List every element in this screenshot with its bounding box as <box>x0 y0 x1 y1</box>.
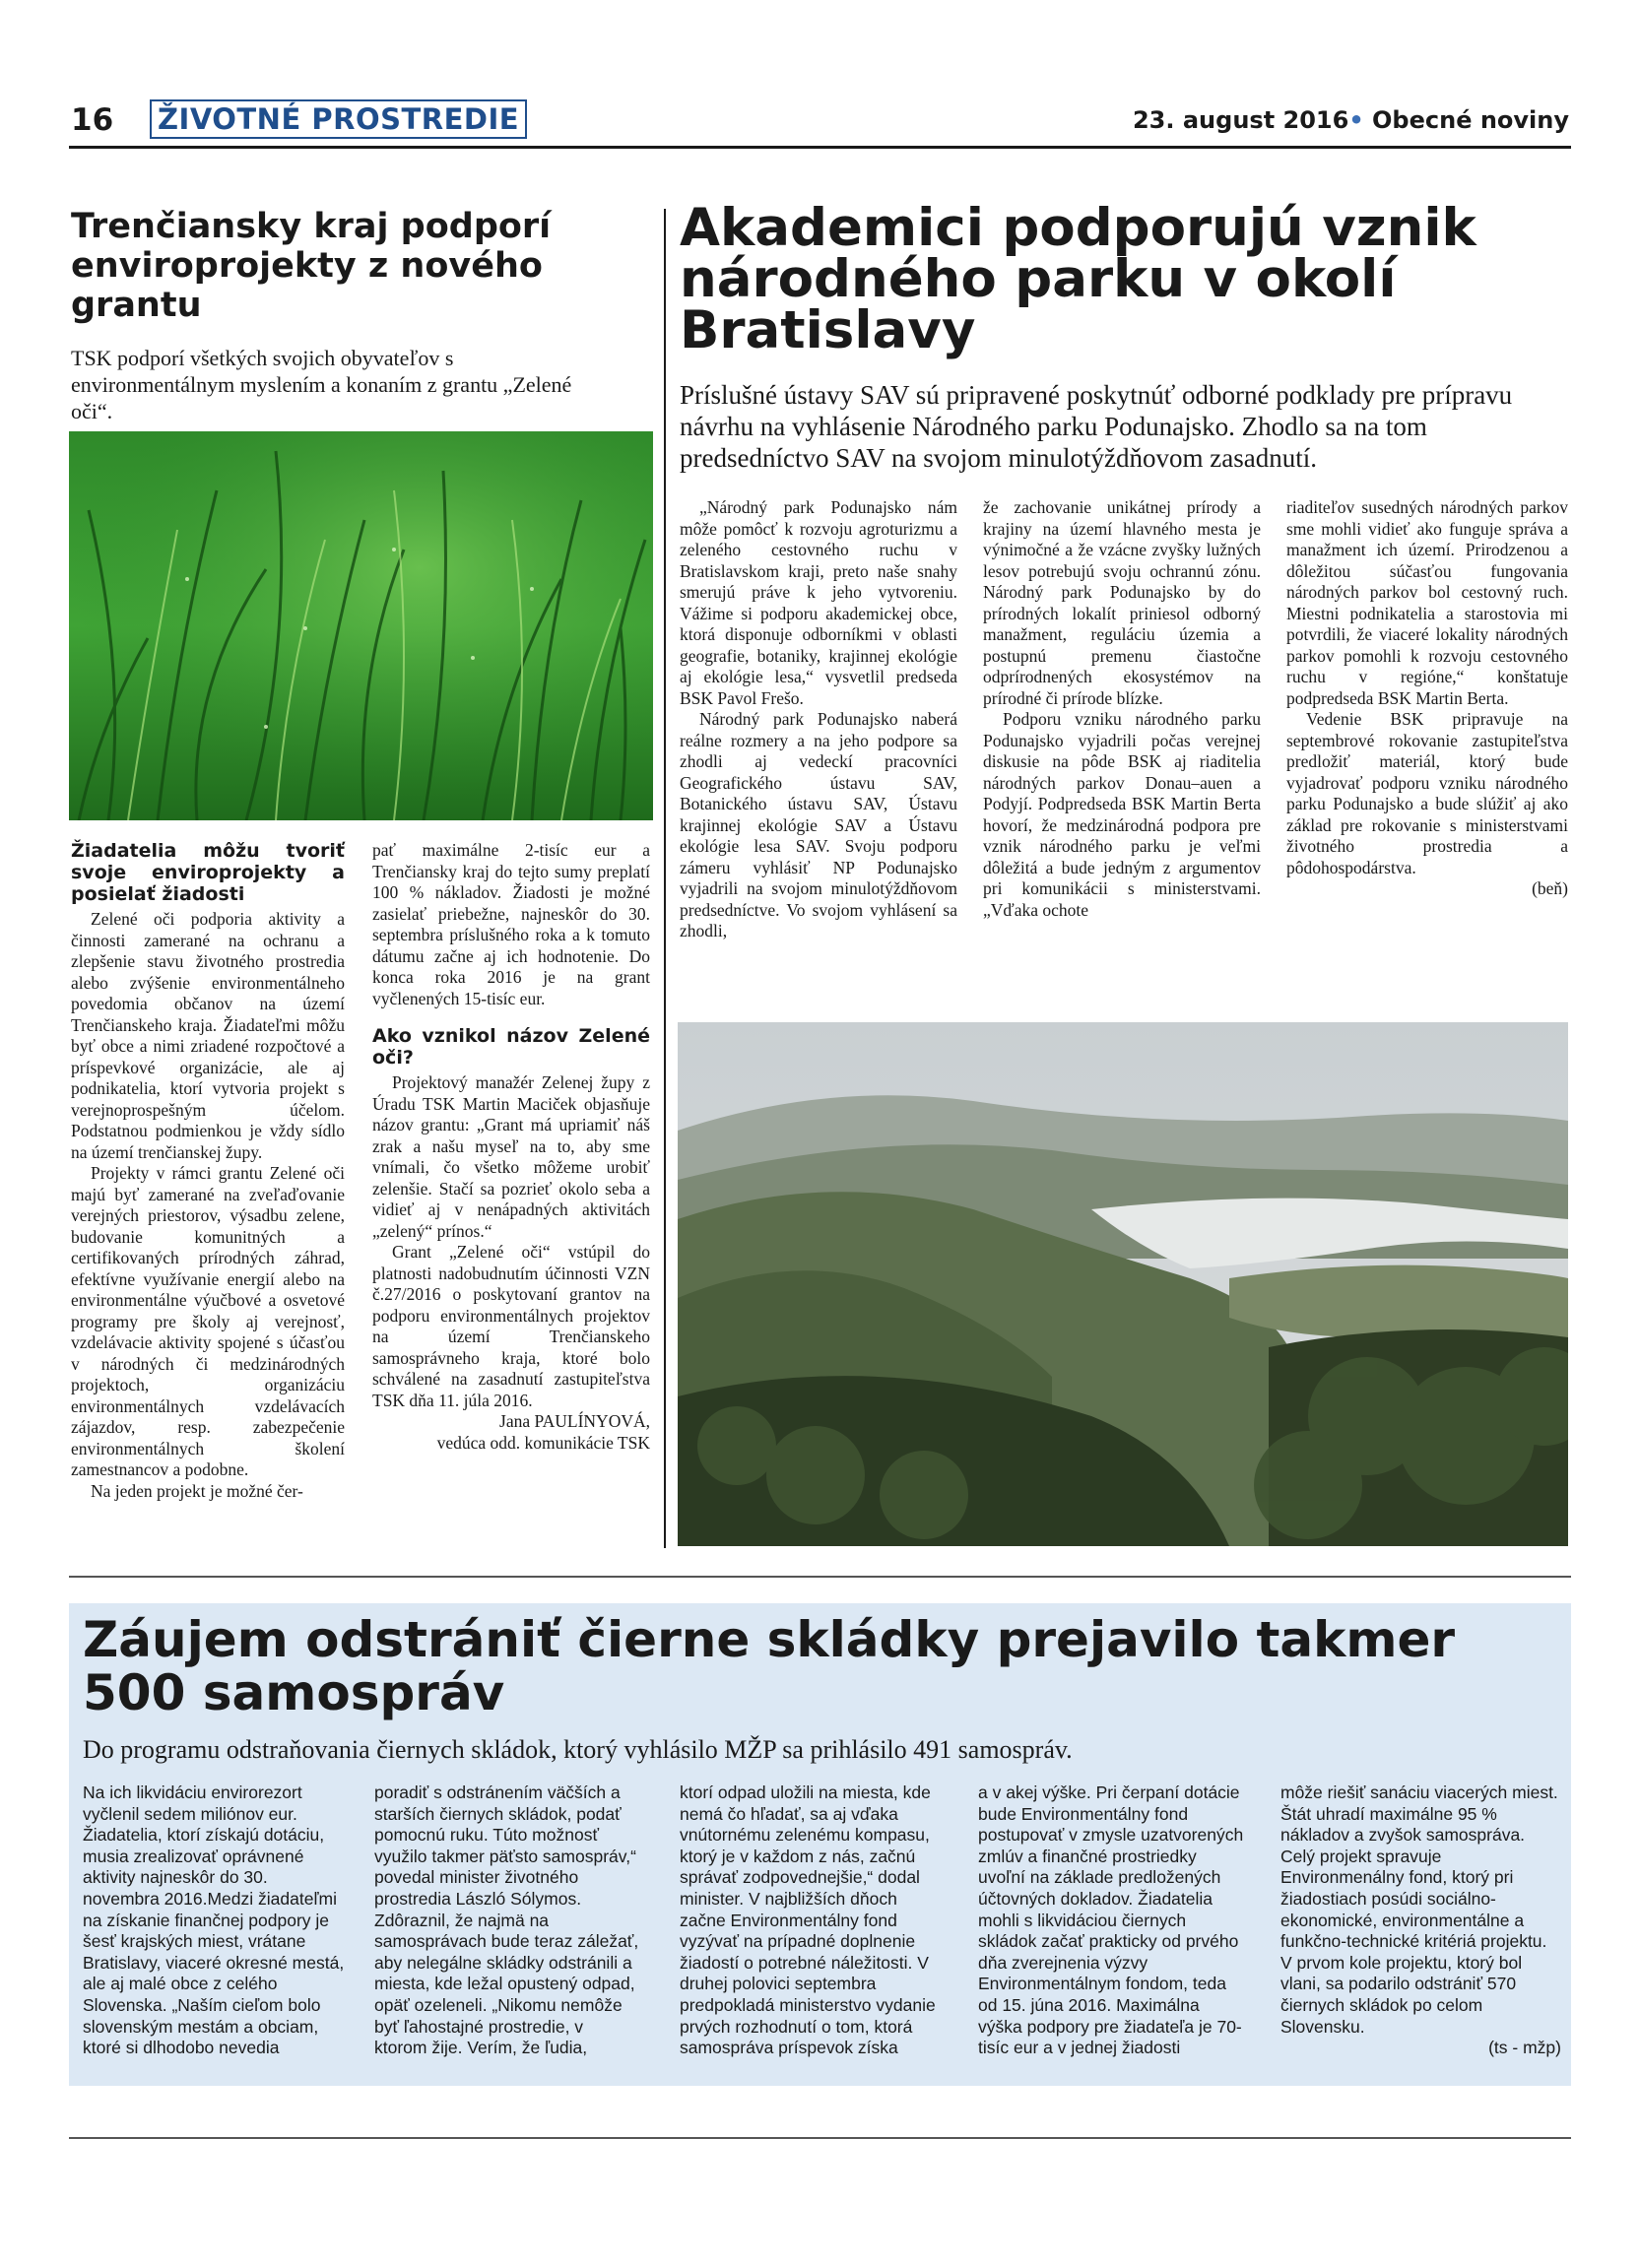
paragraph: Zelené oči podporia aktivity a činnosti zamerané na ochranu a zlepšenie stavu životného prostredia alebo zvýšenie environmentálneho povedomia občanov na území Trenčianskeho kraja. Žiadateľmi môžu byť obce a nimi zriadené rozpočtové a príspevkové organizácie, ale aj podnikatelia, ktorí vytvoria projekt s verejnoprospešným účelom. Podstatnou podmienkou je vždy sídlo na území trenčianskej župy. <box>71 909 345 1162</box>
column-divider <box>664 209 666 1548</box>
right-headline: Akademici podporujú vznik národného parku v okolí Bratislavy <box>680 198 1476 360</box>
right-dek: Príslušné ústavy SAV sú pripravené poskytnúť odborné podklady pre prípravu návrhu na vyhlásenie Národného parku Podunajsko. Zhodlo sa na tom predsedníctvo SAV na svojom minulotýždňovom zasadnutí. <box>680 380 1513 473</box>
left-subhead-1: Žiadatelia môžu tvoriť svoje enviroprojekty a posielať žiadosti <box>71 840 345 905</box>
paper-name: Obecné noviny <box>1372 106 1569 134</box>
bottom-column-3 <box>680 1782 946 2059</box>
bottom-column-5 <box>1280 1782 1561 2059</box>
bottom-headline: Záujem odstrániť čierne skládky prejavilo takmer 500 samospráv <box>83 1611 1456 1721</box>
paragraph: a v akej výške. Pri čerpaní dotácie bude Environmentálny fond postupovať v zmysle uzatvorených zmlúv a finančné prostriedky uvoľní na základe predložených účtovných dokladov. Žiadatelia mohli s likvidáciou čiernych skládok začať prakticky od prvého dňa zverejnenia výzvy Environmentálnym fondom, teda od 15. júna 2016. Maximálna výška podpory pre žiadateľa je 70-tisíc eur a v jednej žiadosti <box>978 1782 1244 2058</box>
paragraph: môže riešiť sanáciu viacerých miest. Štát uhradí maximálne 95 % nákladov a zvyšok samospráva. Celý projekt spravuje Environmenálny fond, ktorý pri žiadostiach posúdi sociálno-ekonomické, environmentálne a funkčno-technické kritériá projektu. V prvom kole projektu, ktorý bol vlani, sa podarilo odstrániť 570 čiernych skládok po celom Slovensku. <box>1280 1782 1558 2037</box>
paragraph: poradiť s odstránením väčších a starších čiernych skládok, podať pomocnú ruku. Túto možnosť využilo takmer päťsto samospráv,“ povedal minister životného prostredia László Sólymos. Zdôraznil, že najmä na samosprávach bude teraz záležať, aby nelegálne skládky odstránili a miesta, kde ležal opustený odpad, opäť ozeleneli. „Nikomu nemôže byť ľahostajné prostredie, v ktorom žije. Verím, že ľudia, <box>374 1782 639 2058</box>
right-article-column-3 <box>1286 497 1568 900</box>
danube-landscape-photo <box>678 1022 1568 1546</box>
issue-info <box>1133 106 1569 134</box>
paragraph: Národný park Podunajsko naberá reálne rozmery a na jeho podpore sa zhodli aj vedeckí pracovníci Geografického ústavu SAV, Botanického ústavu SAV, Ústavu krajinnej ekológie SAV a Ústavu ekológie lesa SAV. Svoju podporu zámeru vyhlásiť NP Podunajsko vyjadrili na svojom minulotýždňovom predsedníctve. Vo svojom vyhlásení sa zhodli, <box>680 709 957 940</box>
left-headline: Trenčiansky kraj podporí enviroprojekty z nového grantu <box>71 207 552 325</box>
paragraph: Grant „Zelené oči“ vstúpil do platnosti nadobudnutím účinnosti VZN č.27/2016 o poskytovaní grantov na podporu environmentálnych projektov na území Trenčianskeho samosprávneho kraja, ktoré bolo schválené na zasadnutí zastupiteľstva TSK dňa 11. júla 2016. <box>372 1242 650 1410</box>
left-article-column-1 <box>71 840 345 1502</box>
left-subhead-2: Ako vznikol názov Zelené oči? <box>372 1025 650 1069</box>
right-article-column-1 <box>680 497 957 942</box>
bottom-column-4 <box>978 1782 1244 2059</box>
bullet: • <box>1348 106 1364 134</box>
left-dek: TSK podporí všetkých svojich obyvateľov s environmentálnym myslením a konaním z grantu „Zelené oči“. <box>71 346 572 423</box>
paragraph: Projekty v rámci grantu Zelené oči majú byť zamerané na zveľaďovanie verejných priestorov, výsadbu zelene, budovanie komunitných a certifikovaných prírodných záhrad, efektívne využívanie energií alebo na environmentálne výučbové a osvetové programy pre školy aj verejnosť, vzdelávacie aktivity spojené s účasťou v národných či medzinárodných projektoch, organizáciu environmentálnych vzdelávacích zájazdov, resp. zabezpečenie environmentálnych školení zamestnancov a podobne. <box>71 1163 345 1479</box>
page-number: 16 <box>71 102 114 138</box>
right-article-column-2 <box>983 497 1261 921</box>
paragraph: že zachovanie unikátnej prírody a krajiny na území hlavného mesta je výnimočné a že vzácne zvyšky lužných lesov potrebujú svoju ochrannú zónu. Národný park Podunajsko by do prírodných lokalít priniesol odborný manažment, reguláciu územia a postupnú premenu čiastočne odprírodnených ekosystémov na prírodné či prírode blízke. <box>983 497 1261 708</box>
paragraph: Podporu vzniku národného parku Podunajsko vyjadrili počas verejnej diskusie na pôde BSK aj riaditelia národných parkov Donau–auen a Podyjí. Podpredseda BSK Martin Berta hovorí, že medzinárodná podpora pre vznik národného parku je veľmi dôležitá a bude jedným z argumentov pri komunikácii s ministerstvami. „Vďaka ochote <box>983 709 1261 920</box>
paragraph: Na ich likvidáciu envirorezort vyčlenil sedem miliónov eur. Žiadatelia, ktorí získajú dotáciu, musia zrealizovať oprávnené aktivity najneskôr do 30. novembra 2016.Medzi žiadateľmi na získanie finančnej podpory je šesť krajských miest, vrátane Bratislavy, viaceré okresné mestá, ale aj malé obce z celého Slovenska. „Naším cieľom bolo slovenským mestám a obciam, ktoré si dlhodobo nevedia <box>83 1782 345 2058</box>
paragraph: ktorí odpad uložili na miesta, kde nemá čo hľadať, sa aj vďaka vnútornému zelenému kompasu, ktorý je v každom z nás, začnú správať zodpovednejšie,“ dodal minister. V najbližších dňoch začne Environmentálny fond vyzývať na prípadné doplnenie žiadostí o potrebné náležitosti. V druhej polovici septembra predpokladá ministerstvo vydanie prvých rozhodnutí o tom, ktorá samospráva príspevok získa <box>680 1782 936 2058</box>
left-article-column-2 <box>372 840 650 1454</box>
grass-photo <box>69 431 653 820</box>
paragraph: „Národný park Podunajsko nám môže pomôcť k rozvoju agroturizmu a zeleného cestovného ruchu v Bratislavskom kraji, preto naše snahy smerujú práve k jeho vytvoreniu. Vážime si podporu akademickej obce, ktorá disponuje odborníkmi v oblasti geografie, botaniky, krajinnej ekológie aj ekológie lesa,“ vysvetlil predseda BSK Pavol Frešo. <box>680 497 957 708</box>
left-signature-role: vedúca odd. komunikácie TSK <box>436 1432 650 1453</box>
left-signature-name: Jana PAULÍNYOVÁ, <box>499 1411 650 1431</box>
issue-date: 23. august 2016 <box>1132 106 1349 134</box>
paragraph: pať maximálne 2-tisíc eur a Trenčiansky kraj do tejto sumy preplatí 100 % nákladov. Žiadosti je možné zasielať priebežne, najneskôr do 30. septembra príslušného roka a k tomuto dátumu začne aj ich hodnotenie. Do konca roka 2016 je na grant vyčlenených 15-tisíc eur. <box>372 840 650 1008</box>
paragraph: Projektový manažér Zelenej župy z Úradu TSK Martin Maciček objasňuje názov grantu: „Grant má upriamiť náš zrak a našu myseľ na to, aby sme vnímali, čo všetko môžeme urobiť zelenšie. Stačí sa pozrieť okolo seba a vidieť aj v nenápadných aktivitách „zelený“ prínos.“ <box>372 1072 650 1241</box>
header-rule <box>69 146 1571 149</box>
bottom-column-2 <box>374 1782 640 2059</box>
bottom-dek: Do programu odstraňovania čiernych skládok, ktorý vyhlásilo MŽP sa prihlásilo 491 samospráv. <box>83 1735 1073 1764</box>
paragraph: riaditeľov susedných národných parkov sme mohli vidieť ako funguje správa a manažment ich území. Prirodzenou a dôležitou súčasťou fungovania národných parkov bol cestovný ruch. Miestni podnikatelia a starostovia mi potvrdili, že viaceré lokality národných parkov pomohli k rozvoju cestovného ruchu v regióne,“ konštatuje podpredseda BSK Martin Berta. <box>1286 497 1568 708</box>
right-signature: (beň) <box>1532 878 1568 898</box>
paragraph: Na jeden projekt je možné čer- <box>91 1480 303 1501</box>
bottom-signature: (ts - mžp) <box>1488 2038 1561 2058</box>
section-label: ŽIVOTNÉ PROSTREDIE <box>150 99 527 139</box>
bottom-column-1 <box>83 1782 349 2059</box>
bottom-section-rule <box>69 1576 1571 1578</box>
bottom-rule <box>69 2137 1571 2139</box>
paragraph: Vedenie BSK pripravuje na septembrové rokovanie zastupiteľstva predložiť materiál, ktorý bude vyjadrovať podporu vzniku národného parku Podunajsko a bude slúžiť aj ako základ pre rokovanie s ministerstvami životného prostredia a pôdohospodárstva. <box>1286 709 1568 877</box>
